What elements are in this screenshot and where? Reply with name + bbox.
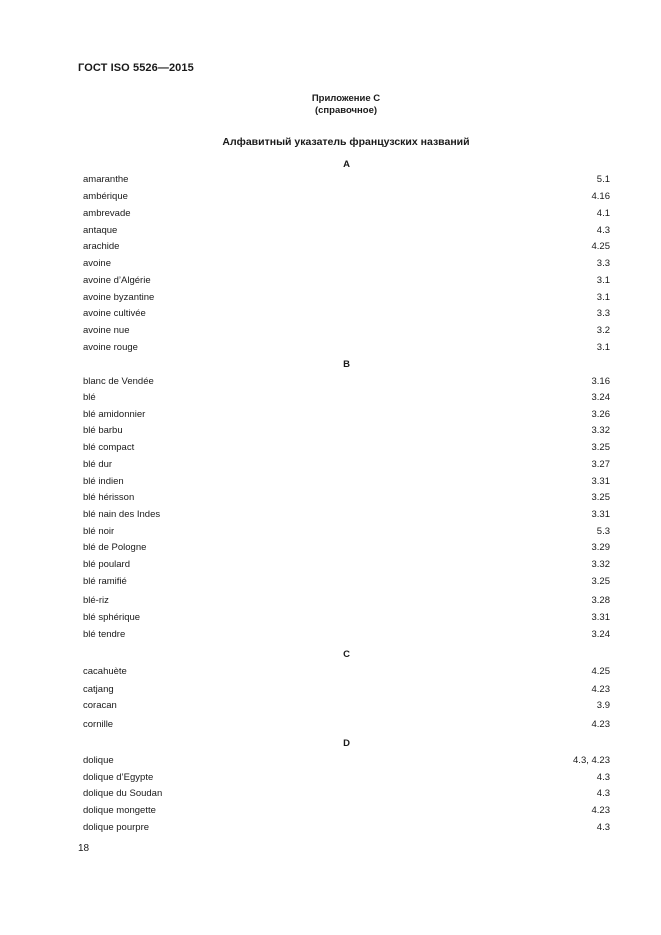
entry-reference: 3.3 — [596, 258, 610, 269]
entry-term: antaque — [83, 225, 118, 236]
entry-reference: 3.24 — [591, 392, 610, 403]
entry-term: blé amidonnier — [83, 409, 146, 420]
index-entry — [83, 424, 610, 438]
index-entry — [83, 558, 610, 572]
entry-term: blé — [83, 392, 96, 403]
entry-term: blé-riz — [83, 595, 109, 606]
entry-reference: 3.2 — [596, 325, 610, 336]
index-heading: Алфавитный указатель французских названий — [222, 136, 470, 148]
entry-term: blé tendre — [83, 629, 126, 640]
entry-reference: 3.16 — [591, 376, 610, 387]
entry-term: avoine d’Algérie — [83, 275, 151, 286]
entry-term: dolique pourpre — [83, 822, 150, 833]
entry-reference: 4.23 — [591, 719, 610, 730]
index-entry — [83, 575, 610, 589]
index-entry — [83, 190, 610, 204]
page-number: 18 — [78, 843, 90, 854]
entry-term: blé de Pologne — [83, 542, 147, 553]
entry-term: avoine cultivée — [83, 308, 146, 319]
entry-term: dolique — [83, 755, 114, 766]
index-entry — [83, 628, 610, 642]
entry-term: avoine byzantine — [83, 292, 155, 303]
index-entry — [83, 458, 610, 472]
annex-status: (справочное) — [314, 105, 378, 116]
entry-reference: 3.28 — [591, 595, 610, 606]
index-entry — [83, 341, 610, 355]
index-entry — [83, 408, 610, 422]
index-entry — [83, 699, 610, 713]
annex-title: Приложение С — [311, 93, 381, 104]
entry-reference: 3.1 — [596, 292, 610, 303]
section-letter: B — [343, 359, 350, 370]
entry-reference: 3.1 — [596, 342, 610, 353]
index-entry — [83, 291, 610, 305]
index-entry — [83, 475, 610, 489]
index-entry — [83, 391, 610, 405]
index-entry — [83, 541, 610, 555]
entry-reference: 3.32 — [591, 559, 610, 570]
index-entry — [83, 324, 610, 338]
document-code: ГОСТ ISO 5526—2015 — [78, 62, 194, 74]
entry-reference: 3.24 — [591, 629, 610, 640]
section-letter: C — [343, 649, 350, 660]
index-entry — [83, 804, 610, 818]
section-letter: A — [343, 159, 350, 170]
entry-term: blé hérisson — [83, 492, 135, 503]
entry-term: ambérique — [83, 191, 128, 202]
entry-term: dolique mongette — [83, 805, 156, 816]
index-entry — [83, 240, 610, 254]
entry-reference: 4.3 — [596, 772, 610, 783]
entry-reference: 3.25 — [591, 576, 610, 587]
index-entry — [83, 683, 610, 697]
index-entry — [83, 173, 610, 187]
index-entry — [83, 375, 610, 389]
entry-reference: 3.3 — [596, 308, 610, 319]
entry-reference: 4.3 — [596, 225, 610, 236]
entry-reference: 4.3, 4.23 — [573, 755, 610, 766]
entry-reference: 3.27 — [591, 459, 610, 470]
entry-reference: 4.23 — [591, 684, 610, 695]
entry-reference: 3.31 — [591, 509, 610, 520]
entry-reference: 5.1 — [596, 174, 610, 185]
entry-term: cornille — [83, 719, 114, 730]
index-entry — [83, 594, 610, 608]
index-entry — [83, 441, 610, 455]
entry-reference: 3.25 — [591, 442, 610, 453]
entry-term: ambrevade — [83, 208, 131, 219]
entry-term: blé barbu — [83, 425, 123, 436]
entry-term: blé dur — [83, 459, 113, 470]
entry-term: blé ramifié — [83, 576, 127, 587]
index-entry — [83, 665, 610, 679]
entry-term: cacahuète — [83, 666, 127, 677]
index-entry — [83, 224, 610, 238]
index-entry — [83, 525, 610, 539]
entry-reference: 4.25 — [591, 666, 610, 677]
entry-term: blé poulard — [83, 559, 131, 570]
entry-term: blé noir — [83, 526, 115, 537]
index-entry — [83, 787, 610, 801]
entry-term: blé nain des Indes — [83, 509, 161, 520]
entry-reference: 3.26 — [591, 409, 610, 420]
index-entry — [83, 611, 610, 625]
entry-term: dolique d’Egypte — [83, 772, 154, 783]
entry-term: blanc de Vendée — [83, 376, 154, 387]
entry-term: amaranthe — [83, 174, 129, 185]
entry-term: catjang — [83, 684, 114, 695]
index-entry — [83, 491, 610, 505]
index-entry — [83, 257, 610, 271]
entry-term: coracan — [83, 700, 117, 711]
entry-reference: 3.29 — [591, 542, 610, 553]
entry-reference: 5.3 — [596, 526, 610, 537]
index-entry — [83, 771, 610, 785]
entry-term: blé indien — [83, 476, 124, 487]
entry-reference: 3.32 — [591, 425, 610, 436]
entry-reference: 3.25 — [591, 492, 610, 503]
entry-term: avoine rouge — [83, 342, 138, 353]
entry-term: arachide — [83, 241, 120, 252]
entry-reference: 3.31 — [591, 612, 610, 623]
entry-reference: 4.3 — [596, 822, 610, 833]
index-entry — [83, 307, 610, 321]
entry-term: avoine nue — [83, 325, 130, 336]
section-letter: D — [343, 738, 350, 749]
entry-term: dolique du Soudan — [83, 788, 163, 799]
entry-reference: 3.31 — [591, 476, 610, 487]
entry-term: blé sphérique — [83, 612, 141, 623]
entry-reference: 3.9 — [596, 700, 610, 711]
index-entry — [83, 274, 610, 288]
index-entry — [83, 207, 610, 221]
entry-term: avoine — [83, 258, 111, 269]
entry-reference: 3.1 — [596, 275, 610, 286]
entry-reference: 4.23 — [591, 805, 610, 816]
index-entry — [83, 821, 610, 835]
entry-reference: 4.16 — [591, 191, 610, 202]
index-entry — [83, 754, 610, 768]
entry-reference: 4.25 — [591, 241, 610, 252]
index-entry — [83, 508, 610, 522]
entry-term: blé compact — [83, 442, 135, 453]
index-entry — [83, 718, 610, 732]
entry-reference: 4.1 — [596, 208, 610, 219]
entry-reference: 4.3 — [596, 788, 610, 799]
